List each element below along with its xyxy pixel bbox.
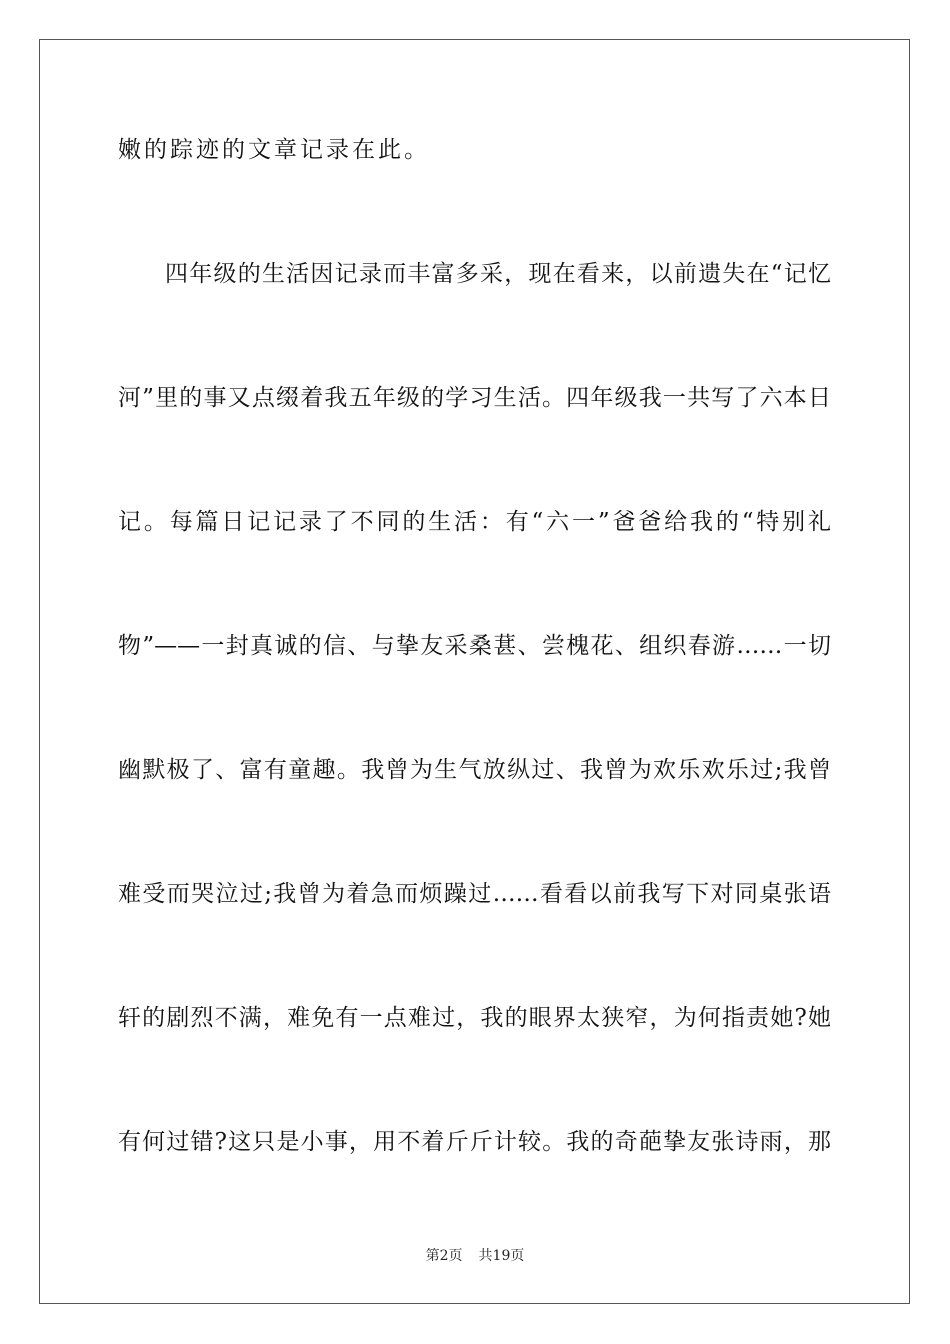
text-line-8: 轩的剧烈不满，难免有一点难过，我的眼界太狭窄，为何指责她?她 <box>118 1005 831 1031</box>
text-line-6: 幽默极了、富有童趣。我曾为生气放纵过、我曾为欢乐欢乐过;我曾 <box>118 757 831 783</box>
text-line-3: 河”里的事又点缀着我五年级的学习生活。四年级我一共写了六本日 <box>118 385 831 411</box>
text-line-5: 物”——一封真诚的信、与挚友采桑葚、尝槐花、组织春游……一切 <box>118 633 831 659</box>
page-frame <box>39 39 910 1304</box>
text-line-9: 有何过错?这只是小事，用不着斤斤计较。我的奇葩挚友张诗雨，那 <box>118 1129 831 1155</box>
text-line-7: 难受而哭泣过;我曾为着急而烦躁过……看看以前我写下对同桌张语 <box>118 881 831 907</box>
text-line-2: 四年级的生活因记录而丰富多采，现在看来，以前遗失在“记忆 <box>165 261 831 287</box>
text-line-1: 嫩的踪迹的文章记录在此。 <box>118 137 430 163</box>
text-line-4: 记。每篇日记记录了不同的生活：有“六一”爸爸给我的“特别礼 <box>118 509 831 535</box>
page-total: 共19页 <box>478 1248 525 1264</box>
page-number: 第2页 <box>425 1248 463 1264</box>
page-footer <box>0 1247 950 1265</box>
